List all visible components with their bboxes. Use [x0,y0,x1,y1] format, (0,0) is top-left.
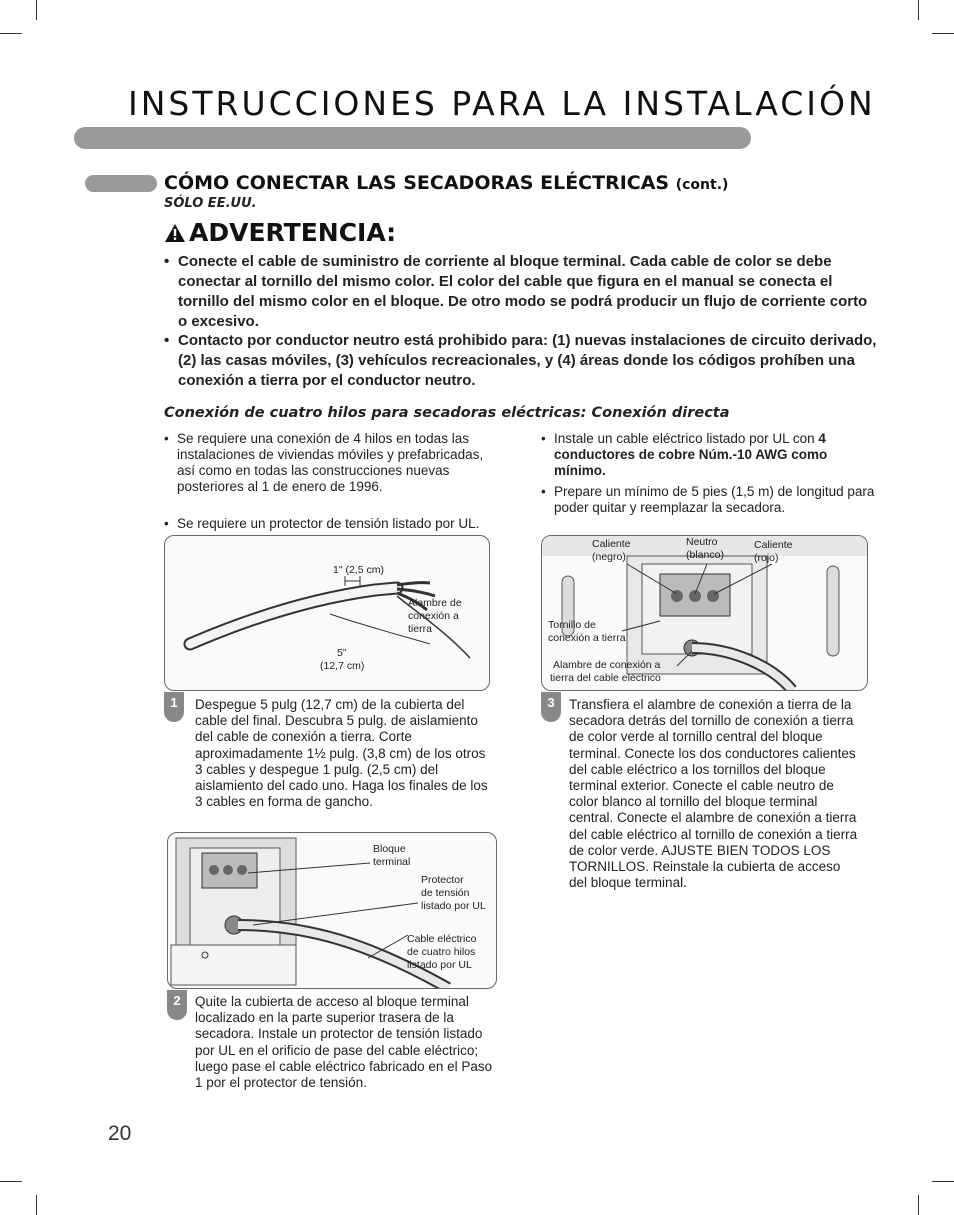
hot-red-label-2: (rojo) [754,552,779,564]
crop-mark [0,33,22,34]
strain-relief-label-1: Protector [421,874,464,886]
strain-relief-label-2: de tensión [421,887,470,899]
section-title-text: CÓMO CONECTAR LAS SECADORAS ELÉCTRICAS [164,172,670,194]
step-2-number: 2 [167,990,187,1020]
terminal-block-label-1: Bloque [373,843,406,855]
section-title-suffix: (cont.) [675,177,729,193]
right-bullet [541,431,874,479]
region-note: SÓLO EE.UU. [164,196,257,211]
ground-screw-label-2: conexión a tierra [548,632,626,644]
power-cord-label-1: Cable eléctrico [407,933,477,945]
dim-5in-metric-label: (12,7 cm) [320,660,365,672]
warning-heading-text: ADVERTENCIA: [189,218,397,247]
section-title [164,172,728,194]
crop-mark [932,1181,954,1182]
subsection-title: Conexión de cuatro hilos para secadoras eléctricas: Conexión directa [164,405,730,421]
step-3-text: Transfiera el alambre de conexión a tierra de la secadora detrás del tornillo de conexión a tierra de color verde al tornillo central del bloque terminal. Conecte los dos conductores calientes del cable eléctrico a los tornillos del bloque terminal exterior. Conecte el cable neutro de color blanco al tornillo del bloque terminal central. Conecte el alambre de conexión a tierra del cable eléctrico al tornillo de conexión a tierra de color verde. AJUSTE BIEN TODOS LOS TORNILLOS. Reinstale la cubierta de acceso del bloque terminal. [569,697,858,891]
crop-mark [932,33,954,34]
ground-screw-label-1: Tornillo de [548,619,596,631]
crop-mark [36,0,37,20]
neutral-label-2: (blanco) [686,549,724,561]
page-title: INSTRUCCIONES PARA LA INSTALACIÓN [128,84,876,123]
strain-relief-label-3: listado por UL [421,900,486,912]
terminal-block-label-2: terminal [373,856,411,868]
warning-triangle-icon [164,223,186,243]
hot-black-label-2: (negro) [592,551,626,563]
warning-bullet: • Conecte el cable de suministro de corriente al bloque terminal. Cada cable de color se debe conectar al tornillo del mismo color. El color del cable que figura en el manual se conecta el tornillo del mismo color en el bloque. De otro modo se podrá producir un flujo de corriente corto o excesivo. [164,252,878,332]
title-bar [74,127,751,149]
warning-heading [164,218,396,247]
ground-wire-label-3: tierra [408,623,432,635]
power-cord-label-3: listado por UL [407,959,472,971]
figure-terminal-wiring [541,535,868,691]
step-3-number: 3 [541,692,561,722]
warning-bullet: • Contacto por conductor neutro está prohibido para: (1) nuevas instalaciones de circuito derivado, (2) las casas móviles, (3) vehículos recreacionales, y (4) áreas donde los códigos prohíben una conexión a tierra por el conductor neutro. [164,331,878,391]
section-pill [85,175,157,192]
step-2-text: Quite la cubierta de acceso al bloque terminal localizado en la parte superior trasera de la secadora. Instale un protector de tensión listado por UL en el orificio de pase del cable eléctrico; luego pase el cable eléctrico fabricado en el Paso 1 por el protector de tensión. [195,994,493,1091]
dim-5in-label: 5" [337,647,347,659]
figure-cable-stripping [164,535,490,691]
left-bullet: • Se requiere un protector de tensión listado por UL. [164,516,507,532]
cord-ground-label-2: tierra del cable eléctrico [550,672,661,684]
power-cord-label-2: de cuatro hilos [407,946,476,958]
crop-mark [918,0,919,20]
ground-wire-label-2: conexión a [408,610,459,622]
cord-ground-label-1: Alambre de conexión a [553,659,661,671]
step-1-text: Despegue 5 pulg (12,7 cm) de la cubierta del cable del final. Descubra 5 pulg. de aislamiento del cable de conexión a tierra. Corte aproximadamente 1½ pulg. (3,8 cm) de los otros 3 cables y despegue 1 pulg. (2,5 cm) del aislamiento del cado uno. Haga los finales de los 3 cables en forma de gancho. [195,697,488,810]
page-number: 20 [108,1122,132,1145]
right-bullet-text: Instale un cable eléctrico listado por UL con [554,431,819,446]
hot-red-label-1: Caliente [754,539,793,551]
right-bullet-bold: 4 conductores de cobre Núm.-10 AWG como mínimo. [554,431,828,478]
dim-1in-label: 1" (2,5 cm) [333,564,384,576]
figure-strain-relief [167,832,497,989]
ground-wire-label-1: Alambre de [408,597,462,609]
neutral-label-1: Neutro [686,536,718,548]
crop-mark [0,1181,22,1182]
crop-mark [36,1195,37,1215]
left-bullet: • Se requiere una conexión de 4 hilos en todas las instalaciones de viviendas móviles y prefabricadas, así como en todas las construcciones nuevas posteriores al 1 de enero de 1996. [164,431,487,495]
right-bullet: • Prepare un mínimo de 5 pies (1,5 m) de longitud para poder quitar y reemplazar la secadora. [541,484,884,516]
hot-black-label-1: Caliente [592,538,631,550]
step-1-number: 1 [164,692,184,722]
crop-mark [918,1195,919,1215]
